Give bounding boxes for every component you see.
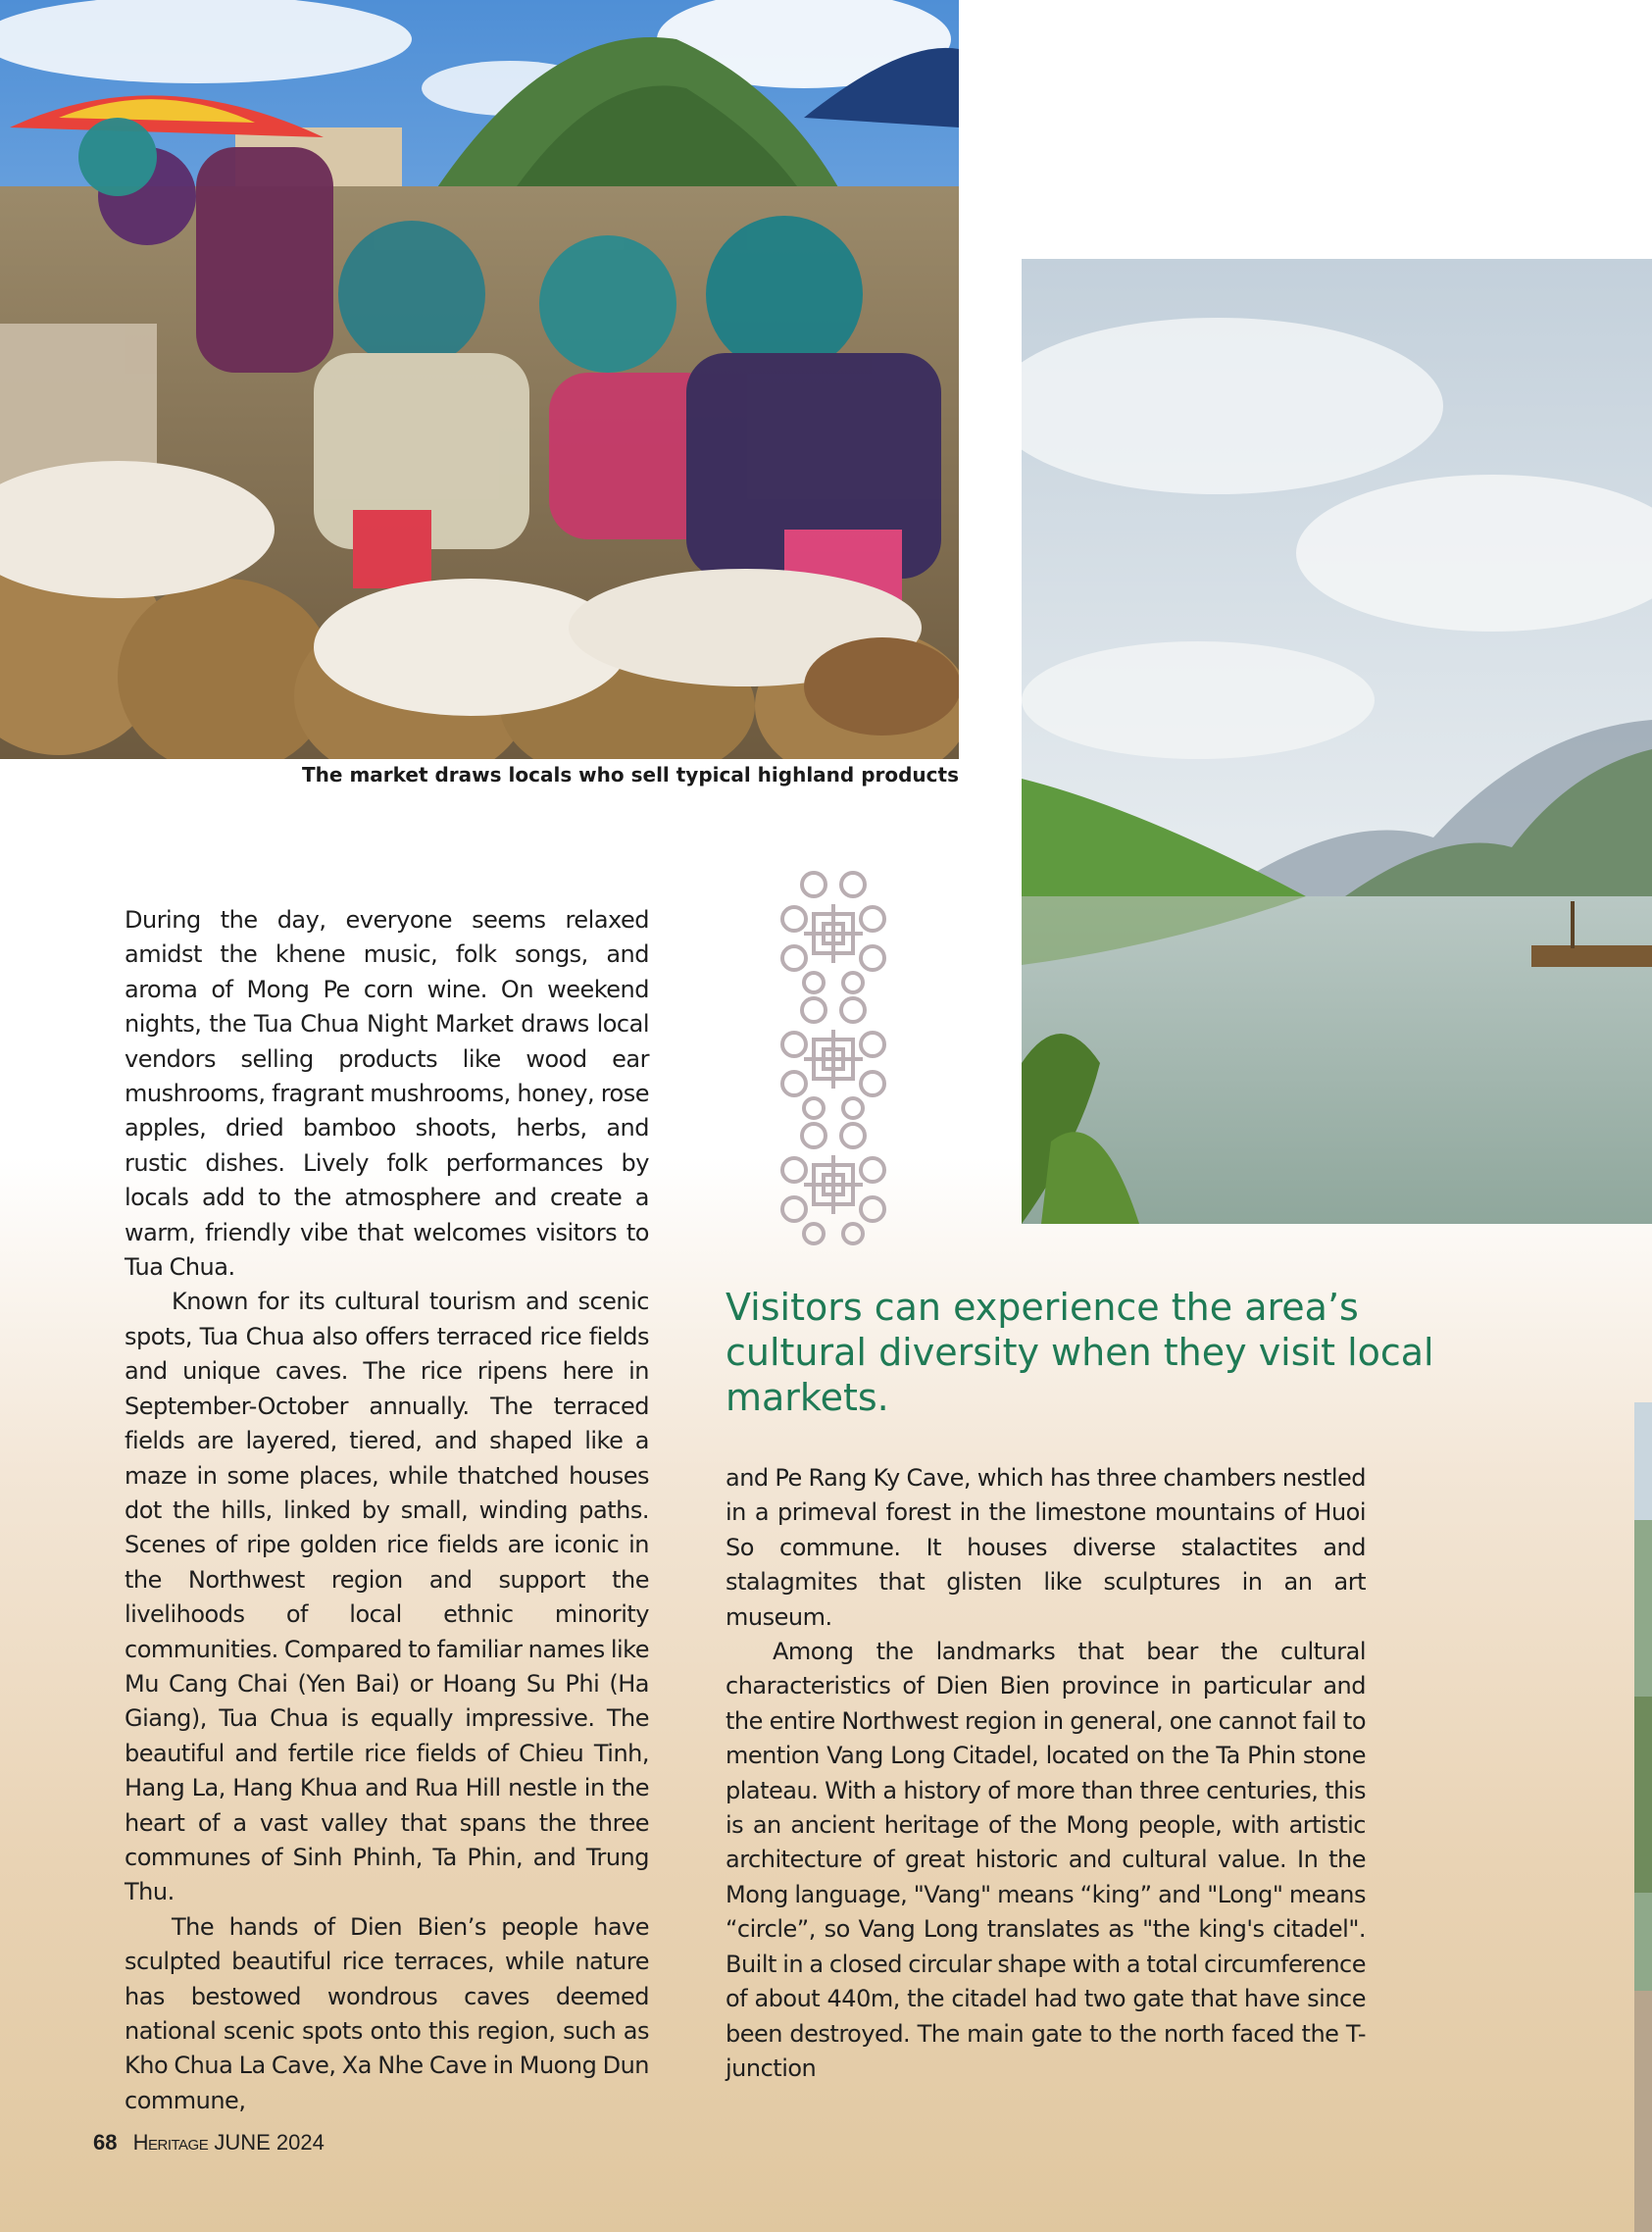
adjacent-page-photo-strip [1634,1402,1652,2232]
lake-photo [1022,259,1652,1224]
article-paragraph: The hands of Dien Bien’s people have sculpted beautiful rice terraces, while nature has bestowed wondrous caves deemed national scenic spots onto this region, such as Kho Chua La Cave, Xa Nhe Cave in Muong Dun commune, [125,1912,649,2114]
page-footer [93,2130,325,2156]
article-right-column [726,1461,1366,2086]
article-paragraph: Among the landmarks that bear the cultural characteristics of Dien Bien province in particular and the entire Northwest region in general, one cannot fail to mention Vang Long Citadel, located on the Ta Phin stone plateau. With a history of more than three centuries, this is an ancient heritage of the Mong people, with artistic architecture of great historic and cultural value. In the Mong language, "Vang" means “king” and "Long" means “circle”, so Vang Long translates as "the king's citadel". Built in a closed circular shape with a total circumference of about 440m, the citadel had two gate that have since been destroyed. The main gate to the north faced the T-junction [726,1638,1366,2082]
issue-date: JUNE 2024 [214,2130,325,2155]
ornament-pattern [765,865,902,1247]
article-paragraph: and Pe Rang Ky Cave, which has three chambers nestled in a primeval forest in the limestone mountains of Huoi So commune. It houses diverse stalactites and stalagmites that glisten like sculptures in an art museum. [726,1464,1366,1631]
pull-quote: Visitors can experience the area’s cultural diversity when they visit local markets. [726,1286,1434,1419]
article-paragraph: Known for its cultural tourism and scenic spots, Tua Chua also offers terraced rice fields and unique caves. The rice ripens here in September-October annually. The terraced fields are layered, tiered, and shaped like a maze in some places, while thatched houses dot the hills, linked by small, winding paths. Scenes of ripe golden rice fields are iconic in the Northwest region and support the livelihoods of local ethnic minority communities. Compared to familiar names like Mu Cang Chai (Yen Bai) or Hoang Su Phi (Ha Giang), Tua Chua is equally impressive. The beautiful and fertile rice fields of Chieu Tinh, Hang La, Hang Khua and Rua Hill nestle in the heart of a vast valley that spans the three communes of Sinh Phinh, Ta Phin, and Trung Thu. [125,1288,649,1906]
market-photo [0,0,959,759]
photo-caption: The market draws locals who sell typical highland products [302,763,959,786]
article-left-column [125,903,649,2118]
article-paragraph: During the day, everyone seems relaxed amidst the khene music, folk songs, and aroma of Mong Pe corn wine. On weekend nights, the Tua Chua Night Market draws local vendors selling products like wood ear mushrooms, fragrant mushrooms, honey, rose apples, dried bamboo shoots, herbs, and rustic dishes. Lively folk performances by locals add to the atmosphere and create a warm, friendly vibe that welcomes visitors to Tua Chua. [125,906,649,1282]
magazine-name: Heritage [132,2130,209,2155]
page-number: 68 [93,2130,118,2155]
